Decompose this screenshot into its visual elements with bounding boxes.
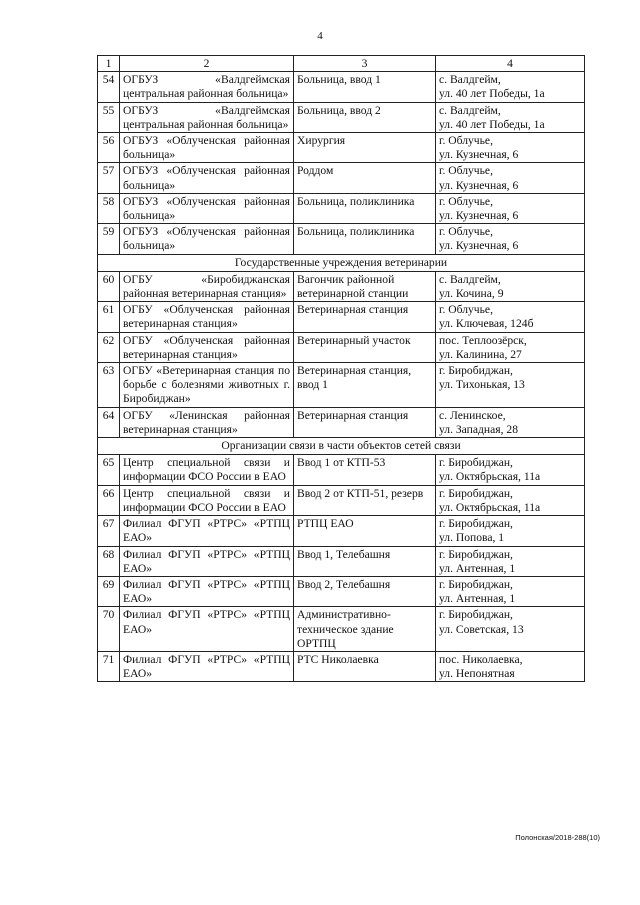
document-footer-code: Полонская/2018-288(10) <box>515 833 600 842</box>
address-street: ул. Антенная, 1 <box>439 561 516 575</box>
row-number: 59 <box>98 224 120 254</box>
address-street: ул. Непонятная <box>439 667 515 681</box>
section-header-row <box>98 254 585 271</box>
address-cell <box>436 102 585 132</box>
address-street: ул. 40 лет Победы, 1а <box>439 117 545 131</box>
address-cell <box>436 133 585 163</box>
table-row <box>98 485 585 515</box>
organization-name: Филиал ФГУП «РТРС» «РТПЦ ЕАО» <box>120 576 294 606</box>
table-row <box>98 102 585 132</box>
organization-name: ОГБУЗ «Облученская районная больница» <box>120 133 294 163</box>
address-street: ул. Октябрьская, 11а <box>439 470 541 484</box>
object-name: Ввод 2, Телебашня <box>294 576 436 606</box>
section-title: Организации связи в части объектов сетей связи <box>98 438 585 455</box>
address-cell <box>436 455 585 485</box>
row-number: 60 <box>98 271 120 301</box>
object-name: Ввод 1, Телебашня <box>294 546 436 576</box>
row-number: 57 <box>98 163 120 193</box>
row-number: 56 <box>98 133 120 163</box>
row-number: 54 <box>98 72 120 102</box>
address-street: ул. Ключевая, 124б <box>439 317 534 331</box>
object-name: Больница, ввод 2 <box>294 102 436 132</box>
table-row <box>98 546 585 576</box>
address-cell <box>436 546 585 576</box>
address-cell <box>436 332 585 362</box>
object-name: РТПЦ ЕАО <box>294 516 436 546</box>
address-street: ул. Кузнечная, 6 <box>439 209 519 223</box>
row-number: 69 <box>98 576 120 606</box>
row-number: 65 <box>98 455 120 485</box>
address-locality: г. Биробиджан, <box>439 364 513 378</box>
row-number: 66 <box>98 485 120 515</box>
table-body <box>98 56 585 682</box>
table-row <box>98 576 585 606</box>
object-name: Ветеринарная станция, ввод 1 <box>294 363 436 408</box>
organization-name: ОГБУЗ «Облученская районная больница» <box>120 163 294 193</box>
address-cell <box>436 163 585 193</box>
organization-name: Филиал ФГУП «РТРС» «РТПЦ ЕАО» <box>120 546 294 576</box>
object-name: Ветеринарная станция <box>294 302 436 332</box>
address-locality: г. Облучье, <box>439 194 493 208</box>
organization-name: Филиал ФГУП «РТРС» «РТПЦ ЕАО» <box>120 516 294 546</box>
organization-name: ОГБУЗ «Облученская районная больница» <box>120 224 294 254</box>
address-street: ул. Калинина, 27 <box>439 347 522 361</box>
address-cell <box>436 224 585 254</box>
header-cell-3: 3 <box>294 56 436 72</box>
row-number: 64 <box>98 407 120 437</box>
row-number: 63 <box>98 363 120 408</box>
table-row <box>98 455 585 485</box>
address-cell <box>436 607 585 652</box>
header-cell-1: 1 <box>98 56 120 72</box>
organization-name: Филиал ФГУП «РТРС» «РТПЦ ЕАО» <box>120 607 294 652</box>
address-cell <box>436 485 585 515</box>
object-name: Вагончик районной ветеринарной станции <box>294 271 436 301</box>
row-number: 62 <box>98 332 120 362</box>
address-street: ул. Кочина, 9 <box>439 287 504 301</box>
table-row <box>98 607 585 652</box>
address-cell <box>436 651 585 681</box>
table-row <box>98 72 585 102</box>
header-cell-4: 4 <box>436 56 585 72</box>
address-locality: г. Облучье, <box>439 164 493 178</box>
address-locality: г. Биробиджан, <box>439 577 513 591</box>
table-row <box>98 407 585 437</box>
address-locality: г. Облучье, <box>439 134 493 148</box>
row-number: 61 <box>98 302 120 332</box>
address-locality: г. Биробиджан, <box>439 608 513 622</box>
address-locality: с. Валдгейм, <box>439 272 501 286</box>
address-locality: г. Биробиджан, <box>439 486 513 500</box>
address-locality: пос. Николаевка, <box>439 652 523 666</box>
address-cell <box>436 407 585 437</box>
row-number: 68 <box>98 546 120 576</box>
section-header-row <box>98 438 585 455</box>
object-name: Хирургия <box>294 133 436 163</box>
table-row <box>98 516 585 546</box>
address-street: ул. Попова, 1 <box>439 531 505 545</box>
facilities-table <box>97 55 585 682</box>
address-locality: с. Валдгейм, <box>439 73 501 87</box>
address-locality: пос. Теплоозёрск, <box>439 333 527 347</box>
organization-name: ОГБУ «Облученская районная ветеринарная станция» <box>120 302 294 332</box>
address-cell <box>436 193 585 223</box>
address-cell <box>436 363 585 408</box>
address-street: ул. Тихонькая, 13 <box>439 378 525 392</box>
address-cell <box>436 271 585 301</box>
object-name: Больница, ввод 1 <box>294 72 436 102</box>
address-street: ул. Антенная, 1 <box>439 592 516 606</box>
row-number: 67 <box>98 516 120 546</box>
object-name: Больница, поликлиника <box>294 193 436 223</box>
table-row <box>98 271 585 301</box>
organization-name: Центр специальной связи и информации ФСО России в ЕАО <box>120 455 294 485</box>
address-locality: г. Облучье, <box>439 225 493 239</box>
organization-name: ОГБУ «Ветеринарная станция по борьбе с болезнями животных г. Биробиджан» <box>120 363 294 408</box>
row-number: 70 <box>98 607 120 652</box>
table-row <box>98 332 585 362</box>
address-street: ул. Кузнечная, 6 <box>439 178 519 192</box>
object-name: Ввод 2 от КТП-51, резерв <box>294 485 436 515</box>
address-locality: г. Биробиджан, <box>439 547 513 561</box>
organization-name: Центр специальной связи и информации ФСО России в ЕАО <box>120 485 294 515</box>
address-locality: г. Биробиджан, <box>439 517 513 531</box>
row-number: 71 <box>98 651 120 681</box>
organization-name: ОГБУЗ «Валдгеймская центральная районная больница» <box>120 102 294 132</box>
address-street: ул. Октябрьская, 11а <box>439 500 541 514</box>
address-cell <box>436 576 585 606</box>
address-street: ул. 40 лет Победы, 1а <box>439 87 545 101</box>
organization-name: ОГБУЗ «Валдгеймская центральная районная больница» <box>120 72 294 102</box>
organization-name: ОГБУ «Ленинская районная ветеринарная станция» <box>120 407 294 437</box>
section-title: Государственные учреждения ветеринарии <box>98 254 585 271</box>
page-number: 4 <box>317 30 323 42</box>
table-row <box>98 651 585 681</box>
table-row <box>98 133 585 163</box>
object-name: Ввод 1 от КТП-53 <box>294 455 436 485</box>
organization-name: ОГБУЗ «Облученская районная больница» <box>120 193 294 223</box>
object-name: Административно-техническое здание ОРТПЦ <box>294 607 436 652</box>
address-cell <box>436 516 585 546</box>
table-row <box>98 302 585 332</box>
address-street: ул. Кузнечная, 6 <box>439 148 519 162</box>
organization-name: ОГБУ «Биробиджанская районная ветеринарная станция» <box>120 271 294 301</box>
address-street: ул. Западная, 28 <box>439 422 518 436</box>
organization-name: Филиал ФГУП «РТРС» «РТПЦ ЕАО» <box>120 651 294 681</box>
table-row <box>98 224 585 254</box>
address-street: ул. Советская, 13 <box>439 622 524 636</box>
address-cell <box>436 72 585 102</box>
table-row <box>98 163 585 193</box>
table-row <box>98 193 585 223</box>
object-name: Ветеринарный участок <box>294 332 436 362</box>
row-number: 58 <box>98 193 120 223</box>
address-locality: г. Облучье, <box>439 303 493 317</box>
object-name: Роддом <box>294 163 436 193</box>
object-name: Ветеринарная станция <box>294 407 436 437</box>
address-street: ул. Кузнечная, 6 <box>439 239 519 253</box>
table-row <box>98 363 585 408</box>
address-locality: г. Биробиджан, <box>439 456 513 470</box>
row-number: 55 <box>98 102 120 132</box>
object-name: Больница, поликлиника <box>294 224 436 254</box>
table-header-row <box>98 56 585 72</box>
address-locality: с. Ленинское, <box>439 408 506 422</box>
header-cell-2: 2 <box>120 56 294 72</box>
object-name: РТС Николаевка <box>294 651 436 681</box>
address-cell <box>436 302 585 332</box>
organization-name: ОГБУ «Облученская районная ветеринарная станция» <box>120 332 294 362</box>
address-locality: с. Валдгейм, <box>439 103 501 117</box>
